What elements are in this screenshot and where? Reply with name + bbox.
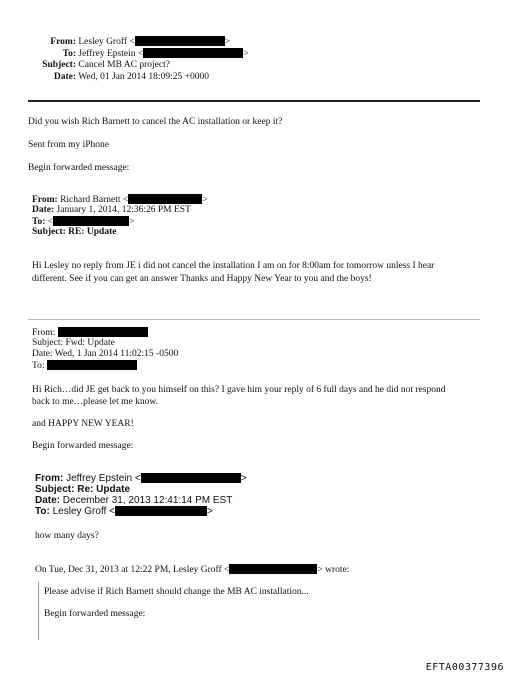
redaction-box bbox=[135, 36, 225, 46]
header-to-row bbox=[0, 48, 249, 60]
redaction-box bbox=[141, 473, 241, 483]
fwd3-subject-label: Subject: bbox=[35, 484, 75, 495]
fwd2-subject-row: Subject: Fwd: Update bbox=[32, 338, 115, 348]
fwd2-body-line-2: back to me…please let me know. bbox=[32, 397, 159, 407]
fwd1-to-label: To: bbox=[32, 217, 46, 227]
header-to-value: Jeffrey Epstein < bbox=[78, 49, 144, 59]
fwd1-to-value: < bbox=[47, 217, 54, 227]
fwd3-from-tail: > bbox=[240, 473, 247, 484]
fwd3-to-label: To: bbox=[35, 506, 50, 517]
section-divider bbox=[28, 319, 480, 320]
fwd3-date-value: December 31, 2013 12:41:14 PM EST bbox=[62, 495, 233, 506]
fwd3-date-label: Date: bbox=[35, 495, 61, 506]
fwd3-to-tail: > bbox=[206, 506, 213, 517]
header-subject-row bbox=[0, 60, 170, 71]
body-line-1: Did you wish Rich Barnett to cancel the AC installation or keep it? bbox=[28, 117, 283, 127]
fwd1-subject-row bbox=[32, 227, 116, 238]
header-date-label: Date: bbox=[53, 72, 76, 82]
header-from-label: From: bbox=[50, 37, 76, 47]
fwd3-from-row bbox=[35, 473, 247, 484]
fwd2-body-line-1: Hi Rich…did JE get back to you himself on this? I gave him your reply of 6 full days and he did not respond bbox=[32, 385, 446, 395]
fwd3-to-row bbox=[35, 506, 213, 517]
fwd2-from-label: From: bbox=[32, 328, 56, 338]
fwd1-to-tail: > bbox=[129, 217, 135, 227]
fwd1-subject-value: RE: Update bbox=[68, 227, 117, 237]
fwd1-body-line-2: different. See if you can get an answer Thanks and Happy New Year to you and the boys! bbox=[32, 274, 372, 284]
header-to-tail: > bbox=[243, 49, 249, 59]
header-date-value: Wed, 01 Jan 2014 18:09:25 +0000 bbox=[78, 72, 209, 82]
body-signature: Sent from my iPhone bbox=[28, 140, 110, 150]
quoted-intro bbox=[35, 564, 349, 577]
fwd2-to-label: To: bbox=[32, 361, 45, 371]
document-id: EFTA00377396 bbox=[425, 662, 504, 673]
header-date-row bbox=[0, 72, 209, 83]
fwd3-subject-value: Re: Update bbox=[77, 484, 131, 495]
fwd1-date-row bbox=[32, 205, 191, 216]
header-to-label: To: bbox=[62, 49, 76, 59]
fwd1-date-value: January 1, 2014, 12:36:26 PM EST bbox=[56, 205, 191, 215]
redaction-box bbox=[229, 564, 317, 574]
header-subject-value: Cancel MB AC project? bbox=[78, 60, 170, 70]
fwd1-from-tail: > bbox=[202, 195, 208, 205]
quoted-intro-prefix: On Tue, Dec 31, 2013 at 12:22 PM, Lesley Groff < bbox=[35, 565, 230, 575]
quote-bar bbox=[38, 582, 39, 640]
fwd3-from-label: From: bbox=[35, 473, 64, 484]
fwd1-from-label: From: bbox=[32, 195, 58, 205]
fwd3-to-value: Lesley Groff < bbox=[52, 506, 115, 517]
quoted-line-2: Begin forwarded message: bbox=[44, 609, 146, 619]
redaction-box bbox=[58, 327, 148, 337]
fwd2-to-row bbox=[32, 360, 137, 372]
fwd1-from-value: Richard Barnett < bbox=[60, 195, 129, 205]
redaction-box bbox=[53, 216, 129, 226]
fwd1-subject-label: Subject: bbox=[32, 227, 66, 237]
fwd1-body-line-1: Hi Lesley no reply from JE i did not cancel the installation I am on for 8:00am for tomorrow unless I hear bbox=[32, 261, 435, 271]
body-forward-intro: Begin forwarded message: bbox=[28, 163, 130, 173]
fwd3-body-line-1: how many days? bbox=[35, 531, 99, 541]
redaction-box bbox=[115, 506, 207, 516]
fwd3-date-row bbox=[35, 495, 232, 506]
quoted-intro-suffix: > wrote: bbox=[317, 565, 350, 575]
redaction-box bbox=[128, 194, 202, 204]
header-subject-label: Subject: bbox=[42, 60, 76, 70]
redaction-box bbox=[143, 48, 243, 58]
header-from-row bbox=[0, 36, 230, 48]
fwd3-from-value: Jeffrey Epstein < bbox=[66, 473, 141, 484]
fwd2-forward-intro: Begin forwarded message: bbox=[32, 441, 134, 451]
redaction-box bbox=[47, 360, 137, 370]
fwd1-date-label: Date: bbox=[32, 205, 55, 215]
quoted-line-1: Please advise if Rich Barnett should change the MB AC installation... bbox=[44, 587, 309, 597]
header-from-tail: > bbox=[224, 37, 231, 47]
header-from-value: Lesley Groff < bbox=[78, 37, 135, 47]
fwd2-date-row: Date: Wed, 1 Jan 2014 11:02:15 -0500 bbox=[32, 349, 179, 359]
fwd2-body-line-3: and HAPPY NEW YEAR! bbox=[32, 419, 134, 429]
fwd3-subject-row bbox=[35, 484, 130, 495]
header-divider bbox=[28, 100, 480, 102]
